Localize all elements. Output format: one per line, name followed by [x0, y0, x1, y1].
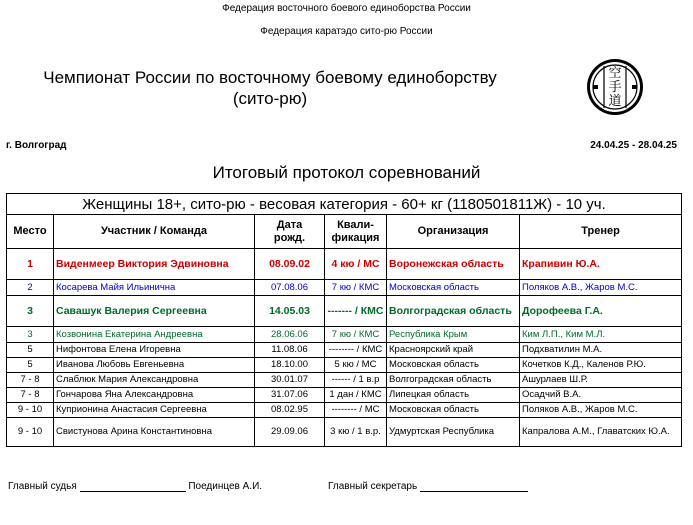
table-row: [7, 296, 682, 327]
col-coach: Тренер: [520, 215, 682, 249]
table-row: [7, 418, 682, 447]
cell-place: 9 - 10: [7, 403, 54, 418]
cell-dob: 11.08.06: [255, 343, 325, 358]
results-table: [6, 193, 682, 447]
document-title: [0, 67, 540, 109]
cell-coach: Осадчий В.А.: [520, 388, 682, 403]
chief-judge-name: Поединцев А.И.: [188, 481, 263, 492]
logo-char-2: 手: [608, 80, 622, 95]
cell-organization: Московская область: [387, 358, 520, 373]
logo-char-1: 空: [608, 66, 622, 81]
cell-organization: Липецкая область: [387, 388, 520, 403]
col-participant: Участник / Команда: [54, 215, 255, 249]
cell-coach: Поляков А.В., Жаров М.С.: [520, 280, 682, 296]
cell-participant: Виденмеер Виктория Эдвиновна: [54, 249, 255, 280]
cell-dob: 08.02.95: [255, 403, 325, 418]
cell-qualification: 7 кю / КМС: [325, 327, 387, 343]
cell-dob: 08.09.02: [255, 249, 325, 280]
col-qualification: [325, 215, 387, 249]
table-row: [7, 249, 682, 280]
cell-dob: 31.07.06: [255, 388, 325, 403]
cell-dob: 29.09.06: [255, 418, 325, 447]
cell-organization: Удмуртская Республика: [387, 418, 520, 447]
cell-participant: Козвонина Екатерина Андреевна: [54, 327, 255, 343]
cell-participant: Нифонтова Елена Игоревна: [54, 343, 255, 358]
chief-judge-signature-line: [80, 491, 186, 492]
col-organization: Организация: [387, 215, 520, 249]
chief-secretary-label: Главный секретарь: [328, 481, 418, 492]
chief-secretary-signature-line: [420, 491, 528, 492]
cell-place: 9 - 10: [7, 418, 54, 447]
cell-qualification: 4 кю / МС: [325, 249, 387, 280]
cell-organization: Красноярский край: [387, 343, 520, 358]
federation-name-2: Федерация каратэдо сито-рю России: [260, 26, 433, 37]
protocol-title: Итоговый протокол соревнований: [212, 163, 481, 182]
col-dob: [255, 215, 325, 249]
cell-coach: Подхватилин М.А.: [520, 343, 682, 358]
cell-place: 5: [7, 358, 54, 373]
cell-place: 1: [7, 249, 54, 280]
federation-logo: [586, 58, 644, 116]
table-row: [7, 280, 682, 296]
col-qual-line2: фикация: [331, 231, 380, 244]
event-dates: 24.04.25 - 28.04.25: [590, 140, 677, 151]
cell-participant: Иванова Любовь Евгеньевна: [54, 358, 255, 373]
city: г. Волгоград: [6, 140, 67, 151]
table-row: [7, 327, 682, 343]
cell-place: 3: [7, 296, 54, 327]
cell-participant: Косарева Майя Ильинична: [54, 280, 255, 296]
cell-place: 5: [7, 343, 54, 358]
table-row: [7, 373, 682, 388]
cell-organization: Московская область: [387, 403, 520, 418]
cell-organization: Республика Крым: [387, 327, 520, 343]
table-row: [7, 343, 682, 358]
cell-organization: Волгоградская область: [387, 373, 520, 388]
cell-qualification: -------- / КМС: [325, 343, 387, 358]
chief-secretary-block: [328, 481, 528, 492]
table-row: [7, 388, 682, 403]
cell-dob: 07.08.06: [255, 280, 325, 296]
chief-judge-block: [8, 481, 262, 492]
col-place: Место: [7, 215, 54, 249]
cell-participant: Куприонина Анастасия Сергеевна: [54, 403, 255, 418]
cell-coach: Крапивин Ю.А.: [520, 249, 682, 280]
cell-qualification: 7 кю / КМС: [325, 280, 387, 296]
cell-place: 7 - 8: [7, 373, 54, 388]
category-caption: Женщины 18+, сито-рю - весовая категория - 60+ кг (1180501811Ж) - 10 уч.: [7, 194, 682, 215]
col-dob-line1: Дата: [276, 218, 303, 231]
cell-qualification: 5 кю / МС: [325, 358, 387, 373]
chief-judge-label: Главный судья: [8, 481, 77, 492]
cell-participant: Савашук Валерия Сергеевна: [54, 296, 255, 327]
table-row: [7, 358, 682, 373]
cell-coach: Дорофеевa Г.А.: [520, 296, 682, 327]
cell-dob: 14.05.03: [255, 296, 325, 327]
cell-dob: 18.10.00: [255, 358, 325, 373]
title-line-1: Чемпионат России по восточному боевому единоборству: [43, 68, 497, 87]
cell-dob: 28.06.06: [255, 327, 325, 343]
col-dob-line2: рожд.: [273, 231, 306, 244]
cell-place: 2: [7, 280, 54, 296]
col-qual-line1: Квали-: [337, 218, 374, 231]
cell-place: 7 - 8: [7, 388, 54, 403]
cell-coach: Ашурлаев Ш.Р.: [520, 373, 682, 388]
cell-qualification: ------ / 1 в.р: [325, 373, 387, 388]
cell-participant: Слаблюк Мария Александровна: [54, 373, 255, 388]
cell-qualification: 1 дан / КМС: [325, 388, 387, 403]
cell-coach: Капралова А.М., Главатских Ю.А.: [520, 418, 682, 447]
federation-name-1: Федерация восточного боевого единоборства России: [222, 3, 471, 14]
cell-coach: Кочетков К.Д., Каленов Р.Ю.: [520, 358, 682, 373]
cell-participant: Свистунова Арина Константиновна: [54, 418, 255, 447]
cell-coach: Поляков А.В., Жаров М.С.: [520, 403, 682, 418]
cell-coach: Ким Л.П., Ким М.Л.: [520, 327, 682, 343]
logo-char-3: 道: [608, 94, 622, 109]
cell-dob: 30.01.07: [255, 373, 325, 388]
title-line-2: (сито-рю): [232, 89, 308, 108]
cell-qualification: ------- / КМС: [325, 296, 387, 327]
cell-organization: Московская область: [387, 280, 520, 296]
table-row: [7, 403, 682, 418]
cell-participant: Гончарова Яна Александровна: [54, 388, 255, 403]
cell-qualification: 3 кю / 1 в.р.: [325, 418, 387, 447]
cell-organization: Волгоградская область: [387, 296, 520, 327]
cell-organization: Воронежская область: [387, 249, 520, 280]
cell-qualification: -------- / МС: [325, 403, 387, 418]
cell-place: 3: [7, 327, 54, 343]
